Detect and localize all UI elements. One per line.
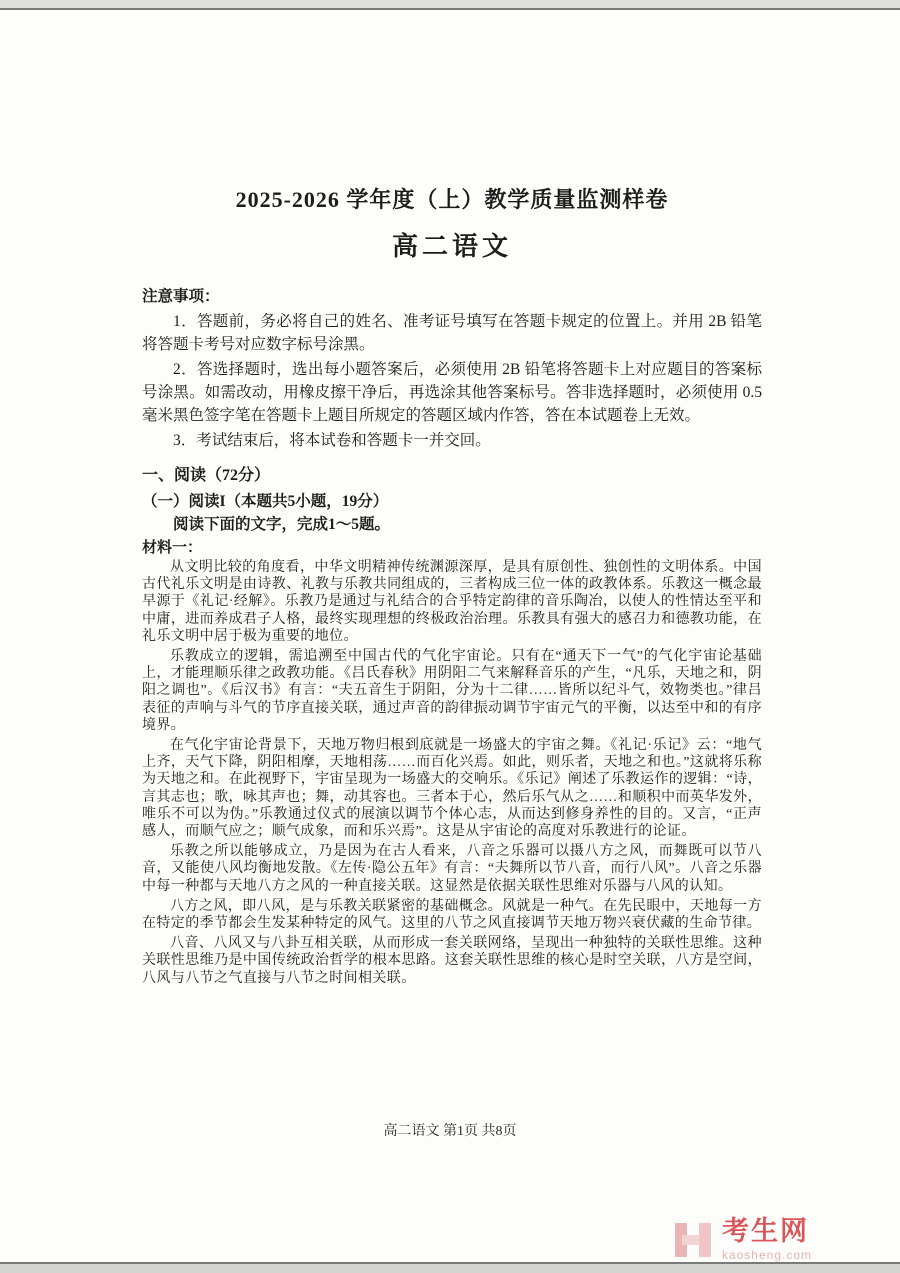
logo-bar-right [699, 1223, 711, 1257]
watermark-text-wrap [722, 1218, 812, 1261]
watermark-brand: 考生网 [721, 1216, 809, 1246]
reading-instruction: 阅读下面的文字，完成1～5题。 [173, 516, 391, 533]
material-paragraph: 八音、八风又与八卦互相关联，从而形成一套关联网络，呈现出一种独特的关联性思维。这种关联性思维乃是中国传统政治哲学的根本思路。这套关联性思维的核心是时空关联，八方是空间，八风与八节之气直接与八节之时间相关联。 [142, 936, 762, 986]
kaosheng-watermark [672, 1218, 812, 1261]
page-title: 2025-2026 学年度（上）教学质量监测样卷 [235, 187, 669, 212]
page-subtitle: 高二语文 [391, 232, 512, 261]
notice-item-1: 1．答题前，务必将自己的姓名、准考证号填写在答题卡规定的位置上。并用 2B 铅笔将答题卡考号对应数字标号涂黑。 [142, 313, 762, 353]
material-one-label: 材料一： [142, 540, 203, 556]
scan-edge-bottom [0, 1264, 900, 1273]
material-paragraph: 乐教成立的逻辑，需追溯至中国古代的气化宇宙论。只有在“通天下一气”的气化宇宙论基础上，才能理顺乐律之政教功能。《吕氏春秋》用阴阳二气来解释音乐的产生，“凡乐，天地之和，阴阳之调也”。《后汉书》有言：“夫五音生于阴阳，分为十二律……皆所以纪斗气，效物类也。”律吕表征的声响与斗气的节序直接关联，通过声音的韵律振动调节宇宙元气的平衡，以达至中和的有序境界。 [142, 649, 762, 733]
material-paragraph: 从文明比较的角度看，中华文明精神传统渊源深厚，是具有原创性、独创性的文明体系。中国古代礼乐文明是由诗教、礼教与乐教共同组成的，三者构成三位一体的政教体系。乐教这一概念最早源于《礼记·经解》。乐教乃是通过与礼结合的合乎特定韵律的音乐陶冶，以使人的性情达至平和中庸，进而养成君子人格，最终实现理想的终极政治治理。乐教具有强大的感召力和德教功能，在礼乐文明中居于极为重要的地位。 [142, 560, 762, 644]
notice-heading: 注意事项： [142, 288, 220, 305]
kaosheng-logo-icon [672, 1219, 714, 1261]
watermark-domain: kaosheng.com [721, 1248, 812, 1262]
page-content [142, 0, 762, 990]
notice-item-2: 2．答选择题时，选出每小题答案后，必须使用 2B 铅笔将答题卡上对应题目的答案标号涂黑。如需改动，用橡皮擦干净后，再选涂其他答案标号。答非选择题时，必须使用 0.5 毫米黑色签字笔在答题卡上题目所规定的答题区域内作答，答在本试题卷上无效。 [142, 361, 762, 424]
material-paragraph: 在气化宇宙论背景下，天地万物归根到底就是一场盛大的宇宙之舞。《礼记·乐记》云：“地气上齐，天气下降，阴阳相摩，天地相荡……而百化兴焉。如此，则乐者，天地之和也。”这就将乐称为天地之和。在此视野下，宇宙呈现为一场盛大的交响乐。《乐记》阐述了乐教运作的逻辑：“诗，言其志也；歌，咏其声也；舞，动其容也。三者本于心，然后乐气从之……和顺积中而英华发外，唯乐不可以为伪。”乐教通过仪式的展演以调节个体心志，从而达到修身养性的目的。又言，“正声感人，而顺气应之；顺气成象，而和乐兴焉”。这是从宇宙论的高度对乐教进行的论证。 [142, 738, 762, 840]
page-footer: 高二语文 第1页 共8页 [383, 1124, 517, 1139]
material-paragraph: 八方之风，即八风，是与乐教关联紧密的基础概念。风就是一种气。在先民眼中，天地每一方在特定的季节都会生发某种特定的风气。这里的八节之风直接调节天地万物兴衰伏藏的生命节律。 [142, 898, 762, 932]
section-heading-reading: 一、阅读（72分） [142, 467, 271, 484]
notice-item-3: 3．考试结束后，将本试卷和答题卡一并交回。 [173, 432, 491, 449]
material-paragraph: 乐教之所以能够成立，乃是因为在古人看来，八音之乐器可以摄八方之风，而舞既可以节八音，又能使八风均衡地发散。《左传·隐公五年》有言：“夫舞所以节八音，而行八风”。八音之乐器中每一种都与天地八方之风的一种直接关联。这显然是依据关联性思维对乐器与八风的认知。 [142, 844, 762, 894]
part-heading-reading-1: （一）阅读I（本题共5小题，19分） [142, 493, 389, 510]
